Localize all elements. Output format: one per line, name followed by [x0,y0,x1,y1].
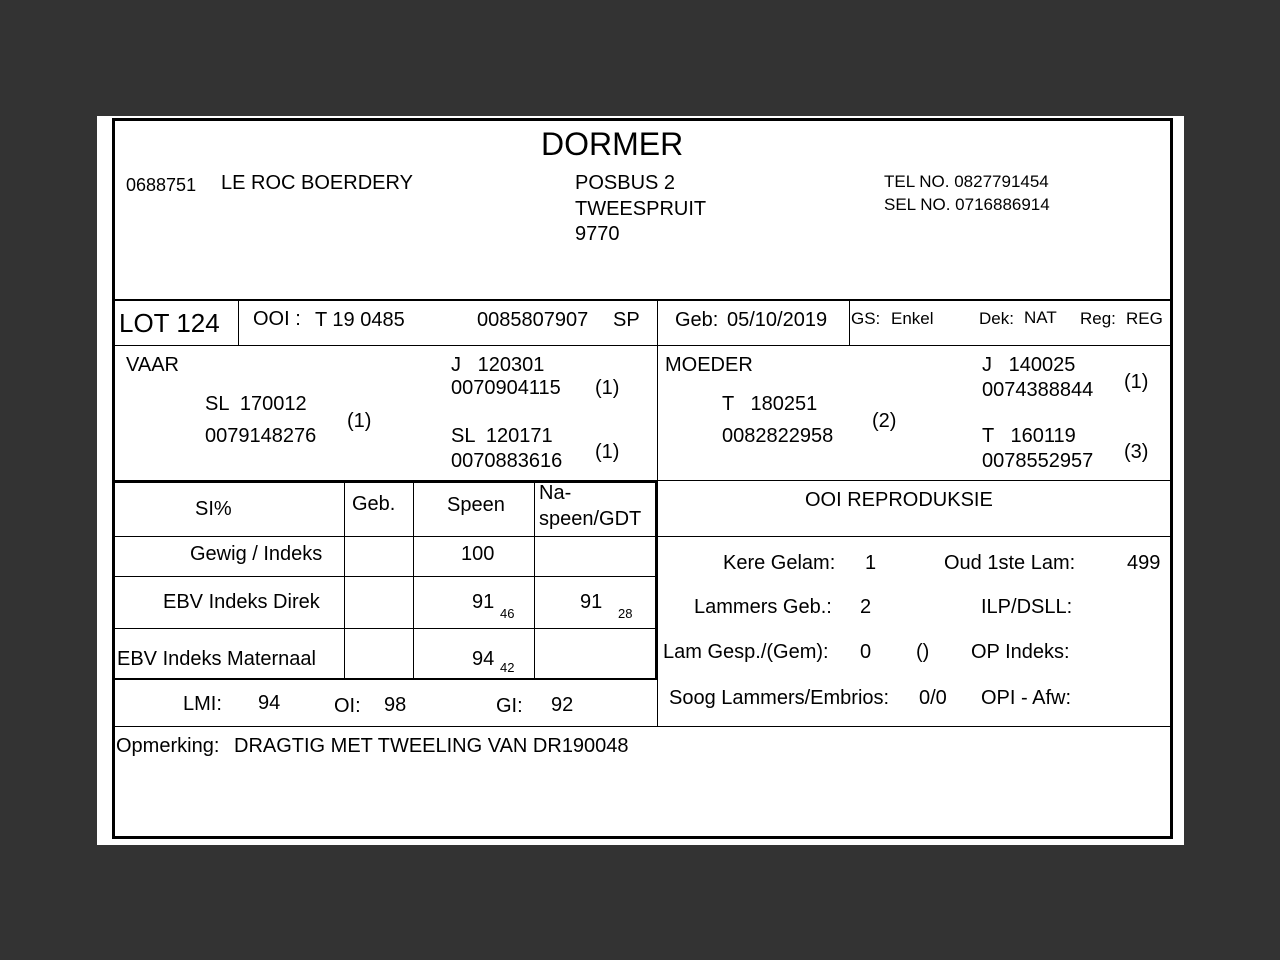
ilp-dsll-label: ILP/DSLL: [981,596,1073,618]
vaar-grandsire-number: 0070904115 [451,377,561,399]
remarks-label: Opmerking: [116,735,220,757]
moeder-dam-ref: (2) [872,410,897,432]
lammers-geb-label: Lammers Geb.: [694,596,832,618]
vaar-label: VAAR [126,354,179,376]
rule-center-divider [657,300,658,727]
rule-si-col-3 [534,481,535,679]
dek-value: NAT [1024,308,1057,327]
gs-label: GS: [851,309,881,328]
address-line-3: 9770 [575,223,620,245]
moeder-dam-id: T 180251 [722,393,818,415]
rule-si-col-1 [344,481,345,679]
breed-title: DORMER [541,126,684,162]
lam-gesp-value: 0 [860,641,872,663]
rule-geb-divider [849,300,850,345]
reg-label: Reg: [1080,309,1116,328]
rule-lot-top [114,299,1172,301]
geb-date: 05/10/2019 [727,309,828,331]
si-row-3-label: EBV Indeks Maternaal [117,648,316,670]
card-border [112,118,1173,839]
address-line-2: TWEESPRUIT [575,198,707,220]
vaar-granddam-number: 0070883616 [451,450,563,472]
moeder-granddam-ref: (3) [1124,441,1149,463]
si-row-1-label: Gewig / Indeks [190,543,323,565]
owner-name: LE ROC BOERDERY [221,172,413,194]
si-header-label: SI% [195,498,232,520]
rule-remarks-top [114,726,1172,727]
owner-code: 0688751 [126,175,197,195]
si-row-1-speen: 100 [461,543,495,565]
gi-label: GI: [496,695,523,717]
si-row-2-label: EBV Indeks Direk [163,591,320,613]
reg-value: REG [1126,309,1163,328]
ooi-id: T 19 0485 [315,309,405,331]
gi-value: 92 [551,694,574,716]
oi-value: 98 [384,694,407,716]
gs-value: Enkel [891,309,934,328]
vaar-grandsire-id: J 120301 [451,354,545,376]
moeder-dam-number: 0082822958 [722,425,834,447]
si-row-2-speen: 91 [472,591,495,613]
vaar-granddam-id: SL 120171 [451,425,553,447]
dek-label: Dek: [979,309,1014,328]
si-row-2-speen-accuracy: 46 [500,606,515,621]
moeder-granddam-number: 0078552957 [982,450,1094,472]
soog-lammers-label: Soog Lammers/Embrios: [669,687,890,709]
si-header-naspeen-1: Na- [539,482,572,504]
si-header-speen: Speen [447,494,505,516]
lmi-label: LMI: [183,693,222,715]
address-line-1: POSBUS 2 [575,172,676,194]
ooi-grade: SP [613,309,640,331]
reproduction-title: OOI REPRODUKSIE [805,489,993,511]
rule-si-row-3 [114,678,657,680]
rule-si-top [114,481,657,483]
op-indeks-label: OP Indeks: [971,641,1070,663]
opi-afw-label: OPI - Afw: [981,687,1072,709]
lammers-geb-value: 2 [860,596,872,618]
soog-lammers-value: 0/0 [919,687,947,709]
rule-si-col-2 [413,481,414,679]
moeder-grandsire-ref: (1) [1124,371,1149,393]
kere-gelam-value: 1 [865,552,877,574]
vaar-sire-number: 0079148276 [205,425,317,447]
si-row-2-naspeen: 91 [580,591,603,613]
lam-gesp-label: Lam Gesp./(Gem): [663,641,829,663]
rule-si-header [114,536,1172,537]
lam-gesp-average: () [916,641,930,663]
si-header-geb: Geb. [352,493,396,515]
vaar-sire-ref: (1) [347,410,372,432]
geb-label: Geb: [675,309,719,331]
moeder-label: MOEDER [665,354,753,376]
rule-lot-bottom [114,345,1172,346]
rule-si-row-2 [114,628,657,629]
moeder-grandsire-number: 0074388844 [982,379,1094,401]
moeder-grandsire-id: J 140025 [982,354,1076,376]
sel-number: SEL NO. 0716886914 [884,195,1050,214]
vaar-sire-id: SL 170012 [205,393,307,415]
si-row-3-speen: 94 [472,648,495,670]
vaar-granddam-ref: (1) [595,441,620,463]
moeder-granddam-id: T 160119 [982,425,1076,447]
ooi-label: OOI : [253,308,301,330]
lot-number: LOT 124 [119,308,220,338]
oud-1ste-lam-label: Oud 1ste Lam: [944,552,1076,574]
si-row-2-naspeen-accuracy: 28 [618,606,633,621]
si-header-naspeen-2: speen/GDT [539,508,642,530]
remarks-text: DRAGTIG MET TWEELING VAN DR190048 [234,735,629,757]
oud-1ste-lam-value: 499 [1127,552,1161,574]
rule-si-row-1 [114,576,657,577]
rule-si-right [655,481,657,680]
lmi-value: 94 [258,692,281,714]
oi-label: OI: [334,695,361,717]
tel-number: TEL NO. 0827791454 [884,172,1049,191]
kere-gelam-label: Kere Gelam: [723,552,836,574]
si-row-3-speen-accuracy: 42 [500,660,515,675]
ooi-reg-number: 0085807907 [477,309,589,331]
rule-lot-divider [238,300,239,345]
vaar-grandsire-ref: (1) [595,377,620,399]
